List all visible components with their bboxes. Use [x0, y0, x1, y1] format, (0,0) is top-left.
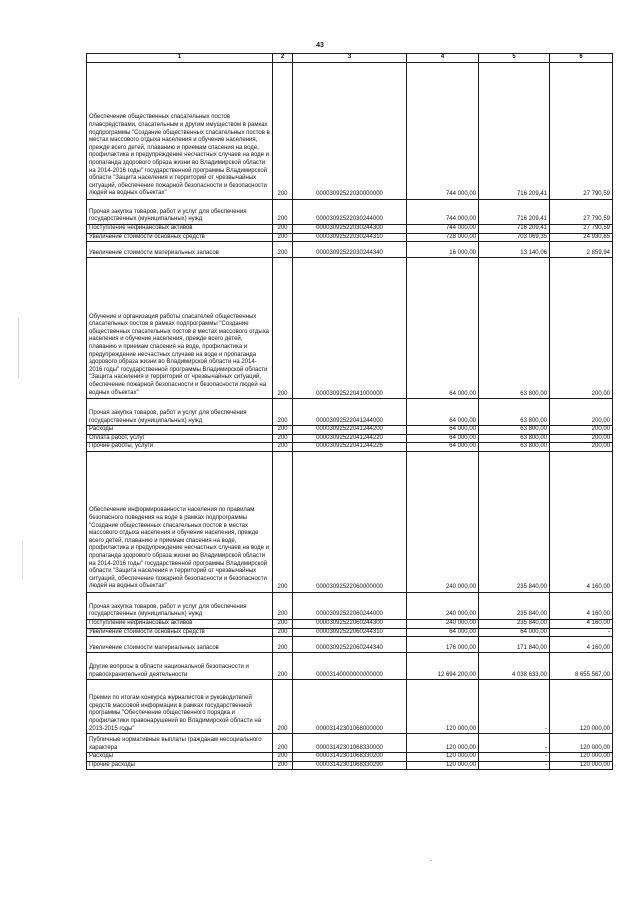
row-code: 200 — [273, 225, 293, 234]
approved-amount: 744 000,00 — [407, 225, 479, 234]
executed-amount: 235 840,00 — [479, 619, 550, 628]
row-description-text: Прочие расходы — [89, 761, 135, 768]
column-header: 1 — [87, 54, 273, 63]
table-row — [87, 258, 613, 399]
approved-amount: 64 000,00 — [407, 434, 479, 443]
row-description-text: Обеспечение общественных спасательных постов плавсредствами, спасательным и другим имуществом в рамках подпрограммы "Создание общественных спасательных постов в местах массового отдыха населения и обучение населения, прежде всего детей, плаванию и приемам спасения на воде, профилактика и предупреждение несчастных случаев на воде и пропаганда здорового образа жизни во Владимирской области на 2014-2016 годы" государственной программы Владимирской области "Защита населения и территорий от чрезвычайных ситуаций, обеспечение пожарной безопасности и безопасности людей на водных объектах" — [89, 114, 270, 197]
unexecuted-amount: 120 000,00 — [550, 680, 613, 734]
row-description-text: Прочая закупка товаров, работ и услуг для обеспечения государственных (муниципальных) нужд — [89, 208, 247, 223]
scan-mark — [22, 540, 23, 580]
row-description-text: Расходы — [89, 426, 114, 433]
row-description-text: Поступление нефинансовых активов — [89, 619, 193, 626]
row-classification: 00003092522060244000 — [293, 592, 407, 619]
executed-amount: - — [479, 680, 550, 734]
unexecuted-amount: 200,00 — [550, 443, 613, 452]
row-description-text: Увеличение стоимости основных средств — [89, 628, 205, 635]
row-classification: 00003092522060000000 — [293, 451, 407, 592]
table-row — [87, 63, 613, 200]
row-description — [87, 200, 273, 225]
approved-amount: 120 000,00 — [407, 734, 479, 753]
row-description — [87, 63, 273, 200]
row-description — [87, 233, 273, 242]
table-row — [87, 426, 613, 435]
unexecuted-amount: 2 859,94 — [550, 242, 613, 258]
row-description — [87, 734, 273, 753]
unexecuted-amount: 200,00 — [550, 399, 613, 426]
row-description — [87, 628, 273, 637]
row-classification: 00003140000000000000 — [293, 653, 407, 680]
budget-table — [86, 53, 613, 770]
row-code: 200 — [273, 426, 293, 435]
executed-amount: 64 000,00 — [479, 628, 550, 637]
row-code: 200 — [273, 399, 293, 426]
row-classification: 00003092522041000000 — [293, 258, 407, 399]
page-number: 43 — [316, 42, 324, 49]
table-row — [87, 225, 613, 234]
row-code: 200 — [273, 63, 293, 200]
row-code: 200 — [273, 592, 293, 619]
row-description — [87, 637, 273, 653]
row-description-text: Другие вопросы в области национальной безопасности и правоохранительной деятельности — [89, 663, 249, 678]
approved-amount: 12 694 200,00 — [407, 653, 479, 680]
approved-amount: 240 000,00 — [407, 451, 479, 592]
executed-amount: 703 069,35 — [479, 233, 550, 242]
row-description-text: Увеличение стоимости материальных запасов — [89, 249, 219, 256]
row-classification: 00003092522060244300 — [293, 619, 407, 628]
row-code: 200 — [273, 242, 293, 258]
table-row — [87, 200, 613, 225]
executed-amount: 63 800,00 — [479, 399, 550, 426]
row-description-text: Увеличение стоимости материальных запасов — [89, 644, 219, 651]
row-description-text: Публичные нормативные выплаты гражданам несоциального характера — [89, 736, 262, 751]
row-code: 200 — [273, 653, 293, 680]
unexecuted-amount: 8 655 567,00 — [550, 653, 613, 680]
executed-amount: 63 800,00 — [479, 443, 550, 452]
row-description — [87, 434, 273, 443]
row-description-text: Расходы — [89, 753, 114, 760]
approved-amount: 744 000,00 — [407, 200, 479, 225]
row-description — [87, 619, 273, 628]
row-description-text: Увеличение стоимости основных средств — [89, 233, 205, 240]
approved-amount: 728 000,00 — [407, 233, 479, 242]
unexecuted-amount: 120 000,00 — [550, 753, 613, 762]
row-code: 200 — [273, 233, 293, 242]
table-row — [87, 619, 613, 628]
row-description — [87, 592, 273, 619]
executed-amount: 13 140,06 — [479, 242, 550, 258]
row-classification: 00003092522030244310 — [293, 233, 407, 242]
unexecuted-amount: 120 000,00 — [550, 734, 613, 753]
row-classification: 00003092522030244000 — [293, 200, 407, 225]
unexecuted-amount: 200,00 — [550, 434, 613, 443]
row-code: 200 — [273, 628, 293, 637]
row-description-text: Обучение и организация работы спасателей общественных спасательных постов в рамках подпрограммы "Создание общественных спасательных постов в местах массового отдыха населения и обучение населения, прежде всего детей, плаванию и приемам спасения на воде, профилактика и предупреждение несчастных случаев на воде и пропаганда здорового образа жизни во Владимирской области на 2014-2016 годы" государственной программы Владимирской области "Защита населения и территорий от чрезвычайных ситуаций, обеспечение пожарной безопасности и безопасности людей на водных объектах" — [89, 313, 269, 396]
scan-mark — [430, 860, 432, 861]
row-description — [87, 258, 273, 399]
unexecuted-amount: 4 160,00 — [550, 592, 613, 619]
unexecuted-amount: - — [550, 628, 613, 637]
row-classification: 00003092522041244220 — [293, 434, 407, 443]
row-code: 200 — [273, 734, 293, 753]
approved-amount: 744 000,00 — [407, 63, 479, 200]
scan-mark — [18, 318, 19, 378]
row-code: 200 — [273, 680, 293, 734]
table-row — [87, 443, 613, 452]
row-classification: 00003092522041244000 — [293, 399, 407, 426]
row-code: 200 — [273, 761, 293, 770]
unexecuted-amount: 27 790,59 — [550, 63, 613, 200]
row-classification: 00003092522060244310 — [293, 628, 407, 637]
approved-amount: 120 000,00 — [407, 761, 479, 770]
unexecuted-amount: 27 790,59 — [550, 225, 613, 234]
executed-amount: - — [479, 761, 550, 770]
row-classification: 00003092522030000000 — [293, 63, 407, 200]
row-classification: 00003142301068330000 — [293, 734, 407, 753]
column-header: 6 — [550, 54, 613, 63]
row-description — [87, 451, 273, 592]
approved-amount: 240 000,00 — [407, 592, 479, 619]
row-code: 200 — [273, 258, 293, 399]
approved-amount: 64 000,00 — [407, 399, 479, 426]
row-classification: 00003142301068000000 — [293, 680, 407, 734]
approved-amount: 64 000,00 — [407, 628, 479, 637]
row-description-text: Премии по итогам конкурса журналистов и руководителей средств массовой информации в рамках государственной программы "Обеспечение общественного порядка и профилактики правонарушений во Владимирской области на 2013-2015 годы" — [89, 695, 262, 732]
row-classification: 00003092522030244340 — [293, 242, 407, 258]
approved-amount: 120 000,00 — [407, 680, 479, 734]
row-classification: 00003092522041244200 — [293, 426, 407, 435]
table-row — [87, 242, 613, 258]
table-row — [87, 233, 613, 242]
row-description-text: Прочие работы, услуги — [89, 443, 154, 450]
executed-amount: 63 800,00 — [479, 258, 550, 399]
approved-amount: 16 000,00 — [407, 242, 479, 258]
executed-amount: 716 209,41 — [479, 225, 550, 234]
column-header: 2 — [273, 54, 293, 63]
executed-amount: 171 840,00 — [479, 637, 550, 653]
row-code: 200 — [273, 200, 293, 225]
executed-amount: - — [479, 753, 550, 762]
row-classification: 00003092522030244300 — [293, 225, 407, 234]
executed-amount: 4 038 633,00 — [479, 653, 550, 680]
approved-amount: 240 000,00 — [407, 619, 479, 628]
table-row — [87, 761, 613, 770]
executed-amount: 716 209,41 — [479, 200, 550, 225]
row-description — [87, 225, 273, 234]
row-description — [87, 761, 273, 770]
table-row — [87, 399, 613, 426]
row-description — [87, 680, 273, 734]
unexecuted-amount: 4 160,00 — [550, 619, 613, 628]
table-body — [87, 54, 613, 770]
row-code: 200 — [273, 443, 293, 452]
approved-amount: 176 000,00 — [407, 637, 479, 653]
unexecuted-amount: 200,00 — [550, 258, 613, 399]
row-description-text: Прочая закупка товаров, работ и услуг для обеспечения государственных (муниципальных) нужд — [89, 410, 247, 424]
row-code: 200 — [273, 434, 293, 443]
row-classification: 00003142301068330290 — [293, 761, 407, 770]
table-row — [87, 637, 613, 653]
approved-amount: 64 000,00 — [407, 258, 479, 399]
executed-amount: 235 840,00 — [479, 451, 550, 592]
approved-amount: 64 000,00 — [407, 426, 479, 435]
table-row — [87, 628, 613, 637]
header-row — [87, 54, 613, 63]
executed-amount: 63 800,00 — [479, 426, 550, 435]
row-description — [87, 443, 273, 452]
unexecuted-amount: 4 160,00 — [550, 637, 613, 653]
row-description-text: Поступление нефинансовых активов — [89, 225, 193, 231]
row-description-text: Обеспечение информированности населения по правилам безопасного поведения на воде в рамках подпрограммы "Создание общественных спасательных постов в местах массового отдыха населения и обучение населения, прежде всего детей, плаванию и приемам спасения на воде, профилактика и предупреждение несчастных случаев на воде и пропаганда здорового образа жизни во Владимирской области на 2014-2016 годы" государственной программы Владимирской области "Защита населения и территорий от чрезвычайных ситуаций, обеспечение пожарной безопасности и безопасности людей на водных объектах" — [89, 507, 270, 590]
table-row — [87, 451, 613, 592]
row-description — [87, 242, 273, 258]
row-description — [87, 753, 273, 762]
column-header: 4 — [407, 54, 479, 63]
column-header: 3 — [293, 54, 407, 63]
unexecuted-amount: 27 790,59 — [550, 200, 613, 225]
approved-amount: 64 000,00 — [407, 443, 479, 452]
row-code: 200 — [273, 451, 293, 592]
unexecuted-amount: 4 160,00 — [550, 451, 613, 592]
table-row — [87, 753, 613, 762]
executed-amount: 235 840,00 — [479, 592, 550, 619]
table-row — [87, 653, 613, 680]
table-row — [87, 680, 613, 734]
row-classification: 00003092522041244226 — [293, 443, 407, 452]
executed-amount: 716 209,41 — [479, 63, 550, 200]
row-classification: 00003092522060244340 — [293, 637, 407, 653]
row-description — [87, 653, 273, 680]
row-code: 200 — [273, 753, 293, 762]
row-code: 200 — [273, 619, 293, 628]
table-row — [87, 592, 613, 619]
unexecuted-amount: 24 930,65 — [550, 233, 613, 242]
executed-amount: 63 800,00 — [479, 434, 550, 443]
row-code: 200 — [273, 637, 293, 653]
table-row — [87, 734, 613, 753]
row-classification: 00003142301068330200 — [293, 753, 407, 762]
unexecuted-amount: 120 000,00 — [550, 761, 613, 770]
executed-amount: - — [479, 734, 550, 753]
row-description-text: Прочая закупка товаров, работ и услуг для обеспечения государственных (муниципальных) нужд — [89, 603, 247, 618]
approved-amount: 120 000,00 — [407, 753, 479, 762]
table-row — [87, 434, 613, 443]
column-header: 5 — [479, 54, 550, 63]
row-description-text: Оплата работ, услуг — [89, 434, 145, 441]
row-description — [87, 426, 273, 435]
row-description — [87, 399, 273, 426]
unexecuted-amount: 200,00 — [550, 426, 613, 435]
